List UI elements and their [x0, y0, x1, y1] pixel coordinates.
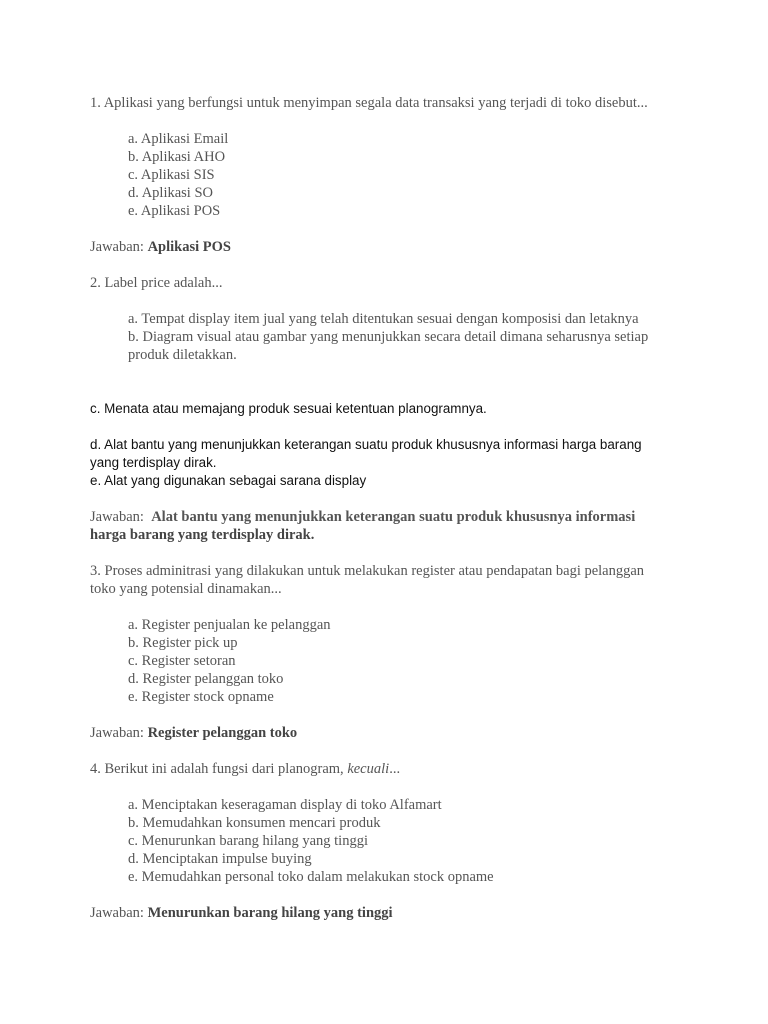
question-prefix: 4. Berikut ini adalah fungsi dari planogram,	[90, 761, 348, 777]
question-2-options	[90, 310, 690, 364]
answer-text-continuation: harga barang yang terdisplay dirak.	[90, 527, 315, 543]
option: c. Menurunkan barang hilang yang tinggi	[128, 833, 368, 849]
question-suffix: ...	[389, 761, 401, 777]
option: c. Aplikasi SIS	[128, 167, 215, 183]
option: a. Aplikasi Email	[128, 131, 229, 147]
option: d. Alat bantu yang menunjukkan keterangan suatu produk khususnya informasi harga barang	[90, 437, 642, 452]
option-continuation: produk diletakkan.	[128, 347, 237, 363]
question-3	[90, 562, 690, 742]
option: d. Register pelanggan toko	[128, 671, 284, 687]
question-1-options	[90, 130, 690, 220]
answer-label: Jawaban:	[90, 725, 148, 741]
option: a. Menciptakan keseragaman display di toko Alfamart	[128, 797, 442, 813]
answer-text: Aplikasi POS	[147, 239, 231, 255]
question-4-options	[90, 796, 690, 886]
answer-label: Jawaban:	[90, 905, 148, 921]
question-3-options	[90, 616, 690, 706]
answer-text: Alat bantu yang menunjukkan keterangan suatu produk khususnya informasi	[151, 509, 636, 525]
option: a. Register penjualan ke pelanggan	[128, 617, 331, 633]
question-4-text	[90, 760, 690, 778]
question-4-answer	[90, 904, 690, 922]
question-3-answer	[90, 724, 690, 742]
option: b. Register pick up	[128, 635, 238, 651]
option: d. Menciptakan impulse buying	[128, 851, 312, 867]
option: e. Aplikasi POS	[128, 203, 221, 219]
question-4	[90, 760, 690, 922]
question-2-answer	[90, 508, 690, 526]
answer-label: Jawaban:	[90, 239, 148, 255]
question-3-text-continuation: toko yang potensial dinamakan...	[90, 581, 282, 597]
option: b. Diagram visual atau gambar yang menunjukkan secara detail dimana seharusnya setiap	[128, 329, 649, 345]
option-continuation: yang terdisplay dirak.	[90, 455, 217, 470]
question-1-text: 1. Aplikasi yang berfungsi untuk menyimpan segala data transaksi yang terjadi di toko disebut...	[90, 95, 648, 111]
option: c. Register setoran	[128, 653, 236, 669]
question-emphasis: kecuali	[347, 761, 390, 777]
answer-text: Register pelanggan toko	[147, 725, 298, 741]
option: a. Tempat display item jual yang telah ditentukan sesuai dengan komposisi dan letaknya	[128, 311, 639, 327]
question-1-answer	[90, 238, 690, 256]
question-2-text: 2. Label price adalah...	[90, 275, 223, 291]
option: d. Aplikasi SO	[128, 185, 213, 201]
question-2	[90, 274, 690, 544]
option: e. Alat yang digunakan sebagai sarana display	[90, 473, 367, 488]
answer-label: Jawaban:	[90, 509, 148, 525]
question-3-text: 3. Proses adminitrasi yang dilakukan untuk melakukan register atau pendapatan bagi pelanggan	[90, 563, 645, 579]
question-1	[90, 94, 690, 256]
option: e. Memudahkan personal toko dalam melakukan stock opname	[128, 869, 494, 885]
option: e. Register stock opname	[128, 689, 274, 705]
answer-text: Menurunkan barang hilang yang tinggi	[147, 905, 393, 921]
option: c. Menata atau memajang produk sesuai ketentuan planogramnya.	[90, 401, 487, 416]
option: b. Aplikasi AHO	[128, 149, 226, 165]
document-page	[90, 94, 690, 940]
option: b. Memudahkan konsumen mencari produk	[128, 815, 381, 831]
